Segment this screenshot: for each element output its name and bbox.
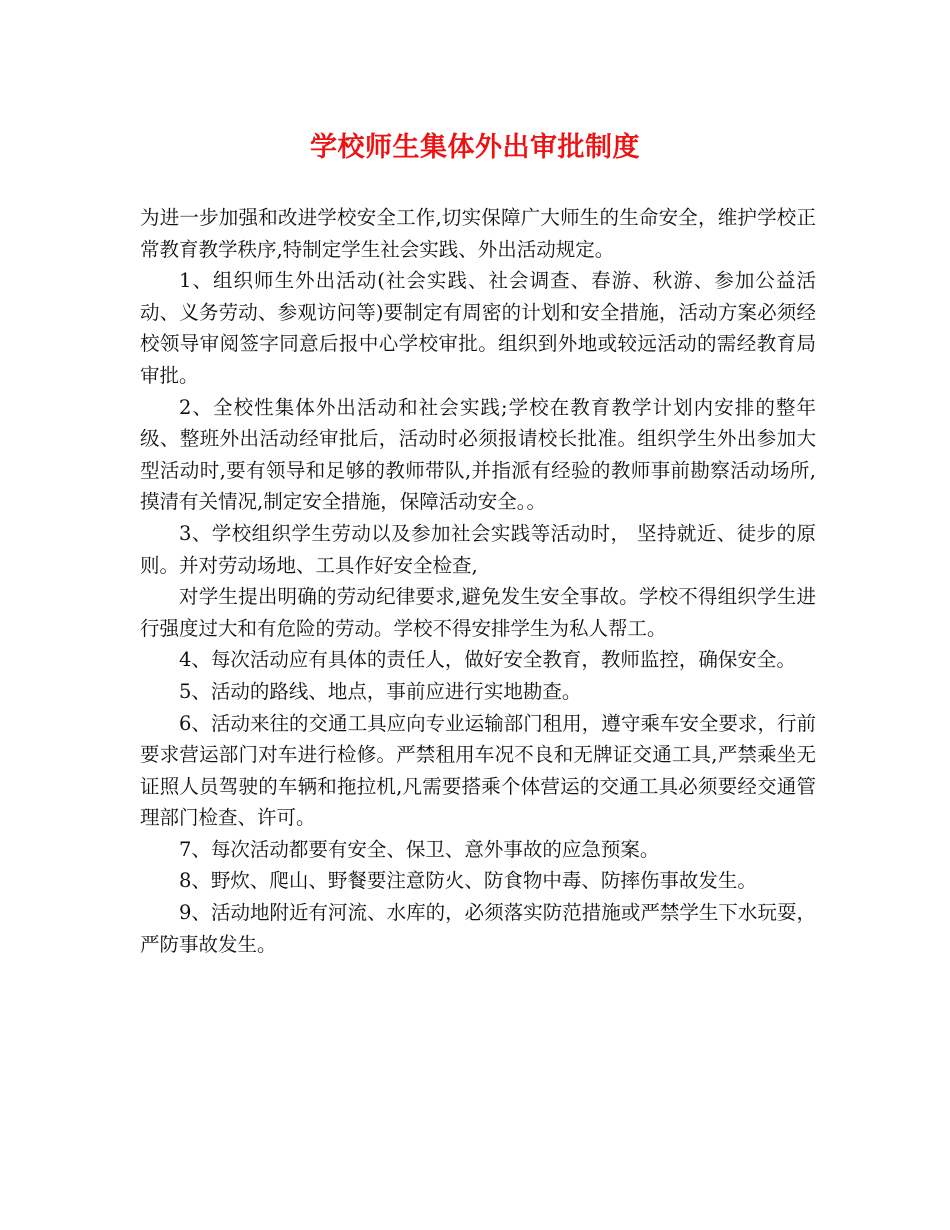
paragraph-item-2: 2、全校性集体外出活动和社会实践;学校在教育教学计划内安排的整年级、整班外出活动经审批后，活动时必须报请校长批准。组织学生外出参加大型活动时,要有领导和足够的教师带队,并指派有经验的教师事前勘察活动场所,摸清有关情况,制定安全措施，保障活动安全。。	[140, 395, 816, 514]
paragraph-item-6: 6、活动来往的交通工具应向专业运输部门租用，遵守乘车安全要求，行前要求营运部门对车进行检修。严禁租用车况不良和无牌证交通工具,严禁乘坐无证照人员驾驶的车辆和拖拉机,凡需要搭乘个体营运的交通工具必须要经交通管理部门检查、许可。	[140, 711, 816, 830]
paragraph-item-7: 7、每次活动都要有安全、保卫、意外事故的应急预案。	[179, 837, 660, 861]
paragraph-item-4: 4、每次活动应有具体的责任人，做好安全教育，教师监控，确保安全。	[179, 648, 796, 672]
document-body	[140, 202, 816, 960]
paragraph-item-8: 8、野炊、爬山、野餐要注意防火、防食物中毒、防摔伤事故发生。	[179, 869, 757, 893]
document-title: 学校师生集体外出审批制度	[310, 132, 640, 163]
paragraph-item-3: 3、学校组织学生劳动以及参加社会实践等活动时， 坚持就近、徒步的原则。并对劳动场地、工具作好安全检查,	[140, 521, 816, 577]
paragraph-item-3-continued: 对学生提出明确的劳动纪律要求,避免发生安全事故。学校不得组织学生进行强度过大和有危险的劳动。学校不得安排学生为私人帮工。	[140, 585, 816, 640]
paragraph-item-1: 1、组织师生外出活动(社会实践、社会调查、春游、秋游、参加公益活动、义务劳动、参观访问等)要制定有周密的计划和安全措施，活动方案必须经校领导审阅签字同意后报中心学校审批。组织到外地或较远活动的需经教育局审批。	[140, 269, 816, 387]
paragraph-intro: 为进一步加强和改进学校安全工作,切实保障广大师生的生命安全，维护学校正常教育教学秩序,特制定学生社会实践、外出活动规定。	[140, 206, 816, 261]
paragraph-item-5: 5、活动的路线、地点，事前应进行实地勘查。	[179, 679, 582, 703]
paragraph-item-9: 9、活动地附近有河流、水库的，必须落实防范措施或严禁学生下水玩耍，严防事故发生。	[140, 901, 816, 956]
